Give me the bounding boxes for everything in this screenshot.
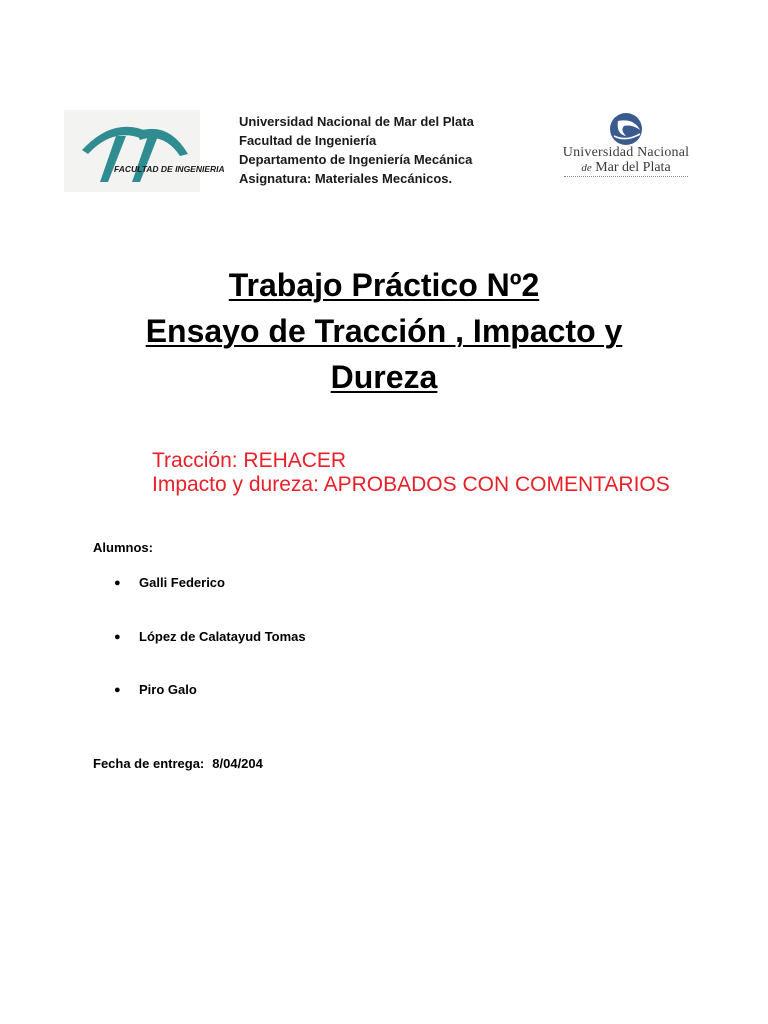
student-name: Galli Federico [139,575,225,590]
subject-name: Asignatura: Materiales Mecánicos. [239,171,453,186]
list-item [114,575,306,629]
students-list [114,575,306,736]
bullet-icon: ● [114,684,121,696]
bullet-icon: ● [114,630,121,643]
student-name: López de Calatayud Tomas [139,628,306,644]
due-date-label: Fecha de entrega: [93,756,205,771]
title-line-3: Dureza [330,359,438,395]
department-name: Departamento de Ingeniería Mecánica [239,152,473,167]
due-date [93,756,263,771]
faculty-logo [64,110,225,192]
institution-header [239,112,474,188]
university-logo-text [544,145,708,176]
university-logo-line1: Universidad Nacional [562,145,690,160]
list-item [114,629,306,683]
university-logo-prefix: de [581,162,592,174]
university-logo-mark [544,112,708,146]
document-title [0,262,768,400]
grading-comments [152,449,670,497]
faculty-logo-mark [64,110,225,192]
title-line-1: Trabajo Práctico Nº2 [228,267,540,303]
faculty-logo-text: FACULTAD DE INGENIERIA [114,164,225,174]
list-item [114,682,306,736]
faculty-name: Facultad de Ingeniería [239,133,377,148]
student-name: Piro Galo [139,682,197,697]
university-logo-divider [564,176,688,177]
students-label: Alumnos: [93,540,153,555]
bullet-icon: ● [114,577,121,589]
due-date-value: 8/04/204 [212,756,263,771]
university-name: Universidad Nacional de Mar del Plata [239,114,474,129]
university-logo-line2 [544,160,708,176]
title-line-2: Ensayo de Tracción , Impacto y [145,313,623,349]
traction-status: Tracción: REHACER [152,449,347,472]
university-logo [544,112,708,178]
university-logo-city: Mar del Plata [595,160,671,175]
impact-hardness-status: Impacto y dureza: APROBADOS CON COMENTARIOS [152,473,670,496]
